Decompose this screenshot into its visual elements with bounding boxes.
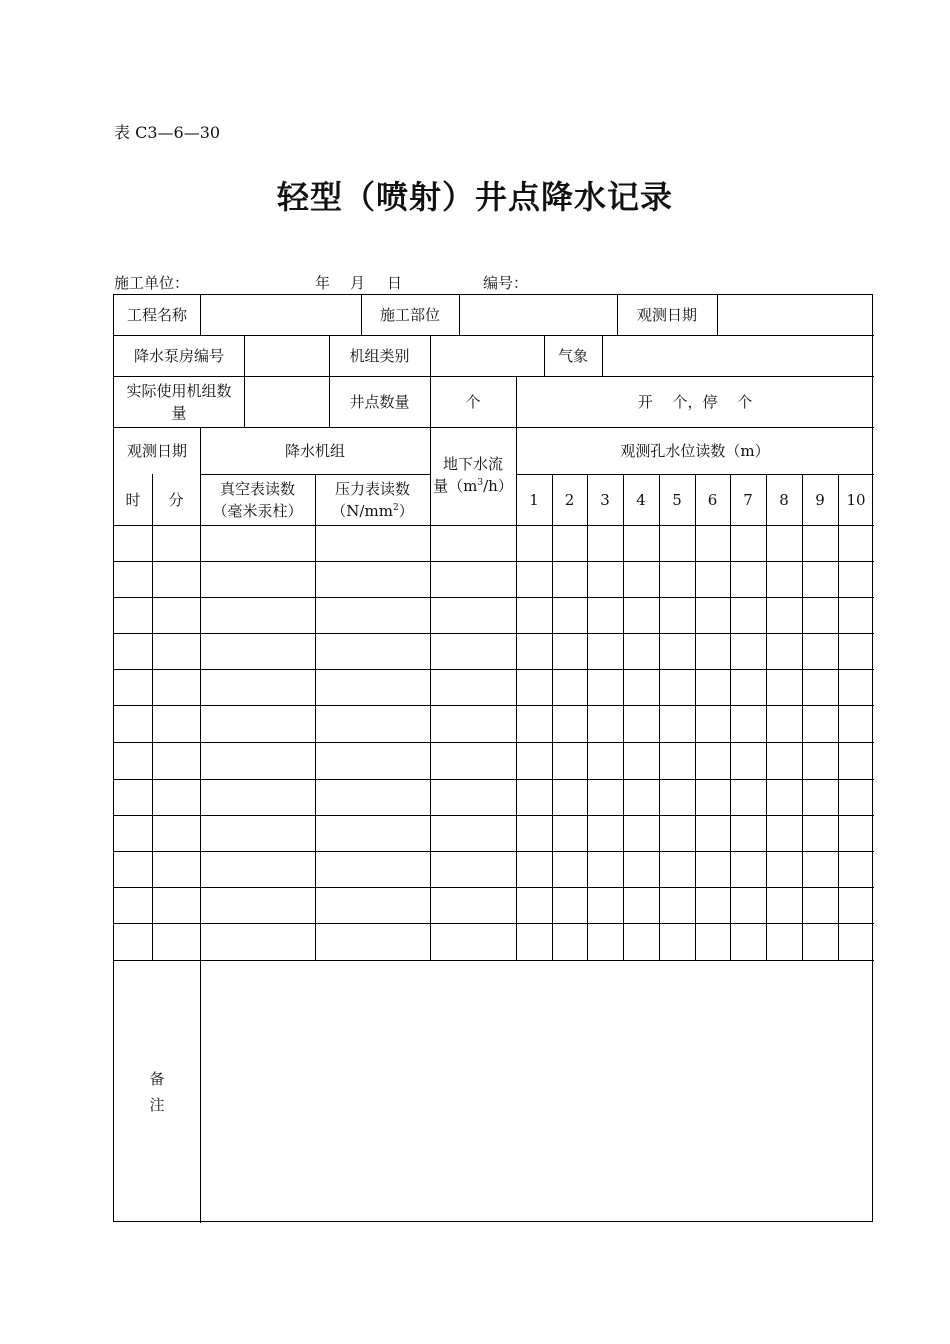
- col-divider: [244, 335, 245, 376]
- month-label: 月: [350, 274, 366, 292]
- row-divider: [114, 887, 874, 888]
- col-divider: [659, 474, 660, 960]
- day-label: 日: [387, 274, 403, 292]
- minute-header: 分: [168, 490, 184, 509]
- col-divider: [730, 474, 731, 960]
- hole-readings-header: 观测孔水位读数（m）: [620, 441, 770, 460]
- groundwater-flow-line1: 地下水流: [442, 455, 503, 473]
- pressure-unit: （N/mm: [331, 501, 393, 520]
- row-divider: [114, 597, 874, 598]
- col-divider: [459, 295, 460, 335]
- obs-date-header: 观测日期: [126, 441, 187, 460]
- vacuum-line2: （毫米汞柱）: [212, 501, 303, 520]
- row-divider: [114, 851, 874, 852]
- dewatering-unit-header: 降水机组: [284, 441, 345, 460]
- remarks-line2: 注: [149, 1095, 165, 1114]
- hour-header: 时: [125, 490, 141, 509]
- remarks-field[interactable]: [201, 961, 873, 1222]
- col-divider: [602, 335, 603, 376]
- hole-number: 5: [672, 490, 682, 509]
- col-divider: [623, 474, 624, 960]
- col-divider: [152, 474, 153, 960]
- remarks-label: [114, 960, 200, 1223]
- wellpoint-count-label: 井点数量: [349, 392, 410, 411]
- construction-unit-label: 施工单位：: [114, 274, 190, 292]
- row-divider: [114, 705, 874, 706]
- pressure-reading-header: [315, 474, 430, 525]
- weather-label: 气象: [557, 346, 588, 365]
- col-divider: [200, 295, 201, 335]
- col-divider: [315, 474, 316, 960]
- hole-number: 7: [743, 490, 753, 509]
- pressure-sup: 2: [392, 502, 399, 513]
- row-divider: [114, 742, 874, 743]
- row-divider: [114, 779, 874, 780]
- groundwater-flow-sup: 3: [477, 478, 484, 488]
- col-divider: [695, 474, 696, 960]
- col-divider: [802, 474, 803, 960]
- groundwater-flow-line2: [433, 475, 513, 497]
- project-name-label: 工程名称: [126, 306, 187, 324]
- pressure-line2: [331, 500, 413, 522]
- col-divider: [587, 474, 588, 960]
- col-divider: [717, 295, 718, 335]
- hole-number: 1: [529, 490, 539, 509]
- vacuum-reading-header: [200, 474, 315, 525]
- unit-type-label: 机组类别: [349, 346, 410, 365]
- col-divider: [430, 335, 431, 376]
- page-title: 轻型（喷射）井点降水记录: [276, 178, 673, 216]
- vacuum-line1: 真空表读数: [219, 479, 295, 498]
- row-divider: [114, 923, 874, 924]
- number-label: 编号：: [483, 274, 529, 292]
- row-divider: [114, 815, 874, 816]
- row-divider: [114, 561, 874, 562]
- remarks-line1: 备: [149, 1069, 165, 1088]
- observation-date-label: 观测日期: [636, 306, 697, 324]
- col-divider: [838, 474, 839, 960]
- row-divider: [114, 633, 874, 634]
- groundwater-flow-unit: 量（m: [433, 477, 478, 495]
- units-used-line1: 实际使用机组数: [126, 381, 232, 400]
- col-divider: [430, 427, 431, 960]
- col-divider: [244, 376, 245, 427]
- open-stop-count: 开 个，停 个: [637, 392, 753, 411]
- hole-number: 3: [600, 490, 610, 509]
- hole-number: 2: [564, 490, 575, 509]
- pump-room-number-label: 降水泵房编号: [133, 346, 224, 365]
- hole-number: 10: [846, 490, 866, 509]
- row-divider: [114, 525, 874, 526]
- units-used-line2: 量: [171, 403, 187, 422]
- col-divider: [552, 474, 553, 960]
- row-divider: [114, 669, 874, 670]
- year-label: 年: [315, 274, 331, 292]
- pressure-line1: 压力表读数: [334, 479, 410, 498]
- pressure-unit-tail: ）: [398, 501, 414, 520]
- hole-number: 8: [779, 490, 789, 509]
- hole-number: 4: [636, 490, 646, 509]
- col-divider: [766, 474, 767, 960]
- hole-number: 6: [707, 490, 718, 509]
- groundwater-flow-header: [430, 445, 516, 505]
- hole-number: 9: [815, 490, 825, 509]
- units-used-label: [114, 376, 244, 427]
- form-code: 表 C3—6—30: [114, 123, 221, 142]
- wellpoint-unit: 个: [465, 392, 481, 411]
- groundwater-flow-unit-tail: /h）: [483, 477, 513, 495]
- construction-part-label: 施工部位: [379, 306, 440, 324]
- record-table: [113, 294, 873, 1222]
